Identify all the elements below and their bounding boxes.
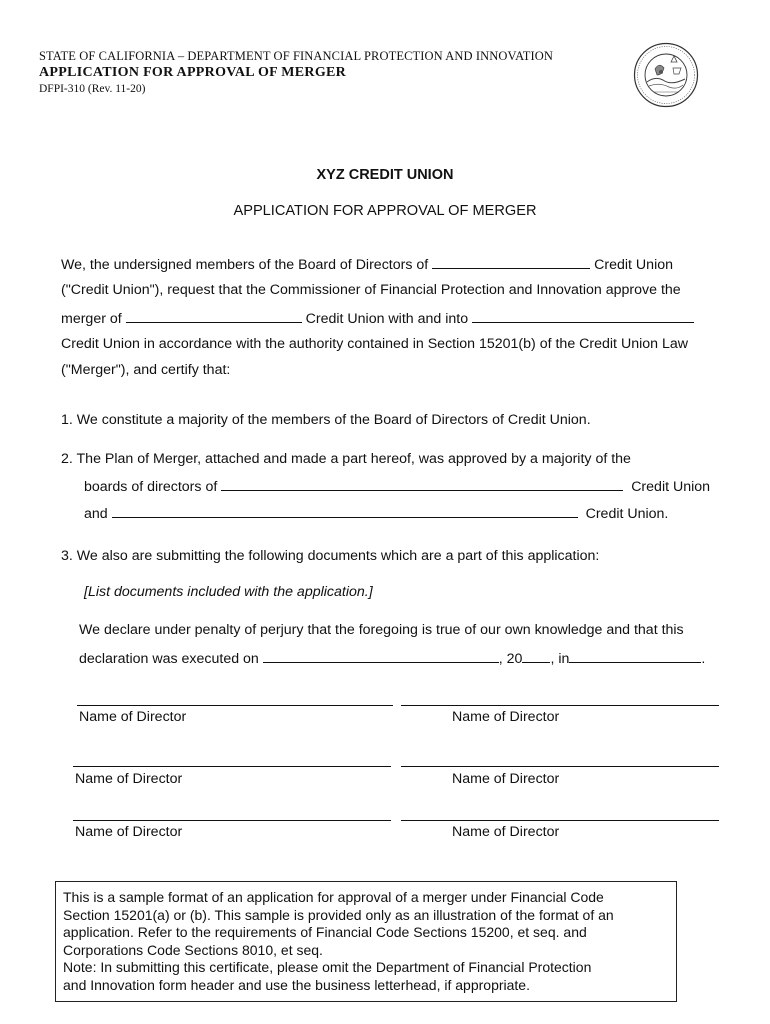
sample-format-note: This is a sample format of an application for approval of a merger under Financial Code Section 15201(a) or (b). This sample is provided only as an illustration of the format of an application. Refer to the requirements of Financial Code Sections 15200, et seq. and Corporations Code Sections 8010, et seq. Note: In submitting this certificate, please omit the Department of Financial Protection and Innovation form header and use the business letterhead, if appropriate. bbox=[63, 889, 614, 993]
signature-line[interactable] bbox=[73, 820, 391, 821]
execution-place-blank[interactable] bbox=[569, 649, 701, 663]
sample-format-note-box bbox=[55, 881, 677, 1002]
certification-item-3: 3. We also are submitting the following documents which are a part of this application: bbox=[61, 548, 600, 564]
surviving-credit-union-blank[interactable] bbox=[472, 309, 694, 323]
declaration-line-1: We declare under penalty of perjury that the foregoing is true of our own knowledge and that this bbox=[79, 622, 684, 638]
merging-credit-union-blank[interactable] bbox=[126, 309, 302, 323]
director-name-label: Name of Director bbox=[79, 709, 187, 725]
intro-line-3: merger of Credit Union with and into bbox=[61, 309, 694, 327]
director-name-label: Name of Director bbox=[452, 771, 560, 787]
board-credit-union-blank[interactable] bbox=[432, 255, 590, 269]
credit-union-name: XYZ CREDIT UNION bbox=[316, 167, 454, 183]
certification-item-2-line-2: boards of directors of Credit Union bbox=[84, 479, 711, 495]
execution-year-blank[interactable] bbox=[522, 649, 550, 663]
declaration-line-2: declaration was executed on , 20 , in . bbox=[79, 651, 706, 667]
boards-credit-union-blank-1[interactable] bbox=[221, 477, 623, 491]
director-name-label: Name of Director bbox=[452, 824, 560, 840]
signature-line[interactable] bbox=[77, 705, 393, 706]
director-name-label: Name of Director bbox=[75, 824, 183, 840]
signature-line[interactable] bbox=[401, 705, 719, 706]
certification-item-2-line-1: 2. The Plan of Merger, attached and made a part hereof, was approved by a majority of the bbox=[61, 451, 631, 467]
documents-placeholder: [List documents included with the application.] bbox=[84, 584, 373, 600]
california-state-seal-icon bbox=[633, 42, 699, 108]
certification-item-1: 1. We constitute a majority of the members of the Board of Directors of Credit Union. bbox=[61, 412, 591, 428]
intro-line-1: We, the undersigned members of the Board of Directors of Credit Union bbox=[61, 257, 673, 273]
document-subtitle: APPLICATION FOR APPROVAL OF MERGER bbox=[233, 203, 537, 219]
director-name-label: Name of Director bbox=[75, 771, 183, 787]
signature-line[interactable] bbox=[401, 766, 719, 767]
form-number: DFPI-310 (Rev. 11-20) bbox=[39, 83, 146, 95]
director-name-label: Name of Director bbox=[452, 709, 560, 725]
intro-line-4: Credit Union in accordance with the authority contained in Section 15201(b) of the Credit Union Law bbox=[61, 336, 688, 352]
certification-item-2-line-3: and Credit Union. bbox=[84, 506, 669, 522]
department-name: STATE OF CALIFORNIA – DEPARTMENT OF FINANCIAL PROTECTION AND INNOVATION bbox=[39, 49, 554, 63]
execution-date-blank[interactable] bbox=[263, 649, 499, 663]
boards-credit-union-blank-2[interactable] bbox=[112, 504, 578, 518]
intro-line-5: ("Merger"), and certify that: bbox=[61, 362, 231, 378]
form-header bbox=[39, 49, 553, 97]
signature-line[interactable] bbox=[73, 766, 391, 767]
signature-line[interactable] bbox=[401, 820, 719, 821]
form-title: APPLICATION FOR APPROVAL OF MERGER bbox=[39, 65, 347, 80]
intro-line-2: ("Credit Union"), request that the Commissioner of Financial Protection and Innovation approve the bbox=[61, 282, 681, 298]
